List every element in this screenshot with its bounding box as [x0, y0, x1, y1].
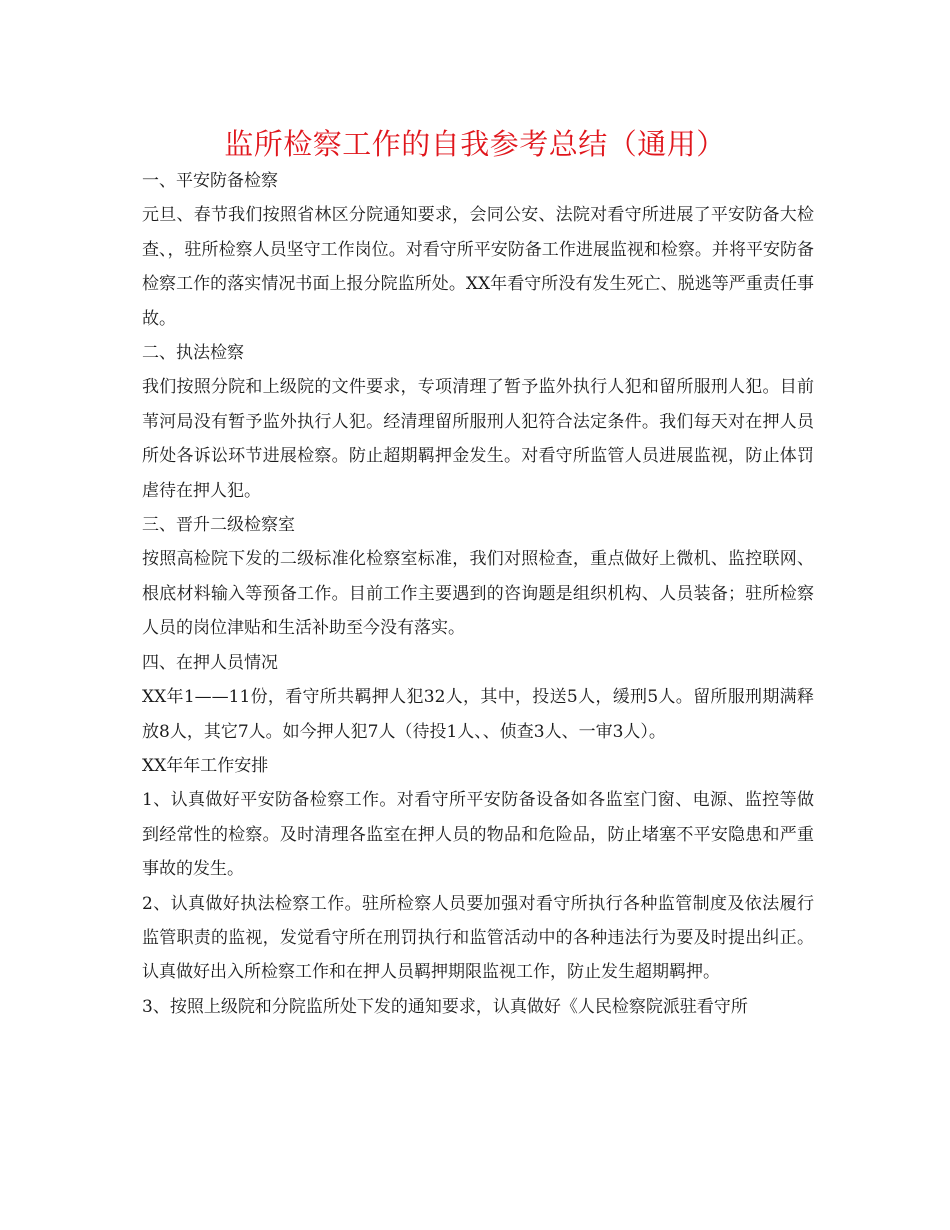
list-item: 3、按照上级院和分院监所处下发的通知要求，认真做好《人民检察院派驻看守所: [142, 996, 748, 1017]
section-heading: 一、平安防备检察: [142, 171, 278, 191]
section-heading: 三、晋升二级检察室: [142, 515, 295, 536]
document-title: 监所检察工作的自我参考总结（通用）: [224, 127, 726, 161]
paragraph: 我们按照分院和上级院的文件要求，专项清理了暂予监外执行人犯和留所服刑人犯。目前苇河局没有暂予监外执行人犯。经清理留所服刑人犯符合法定条件。我们每天对在押人员所处各诉讼环节进展检察。防止超期羁押金发生。对看守所监管人员进展监视，防止体罚虐待在押人犯。: [142, 377, 814, 501]
section-heading: 二、执法检察: [142, 343, 244, 364]
paragraph: 按照高检院下发的二级标准化检察室标准，我们对照检查，重点做好上微机、监控联网、根底材料输入等预备工作。目前工作主要遇到的咨询题是组织机构、人员装备；驻所检察人员的岗位津贴和生活补助至今没有落实。: [142, 549, 814, 639]
list-item: 2、认真做好执法检察工作。驻所检察人员要加强对看守所执行各种监管制度及依法履行监管职责的监视，发觉看守所在刑罚执行和监管活动中的各种违法行为要及时提出纠正。认真做好出入所检察工作和在押人员羁押期限监视工作，防止发生超期羁押。: [142, 893, 814, 983]
section-heading: 四、在押人员情况: [142, 652, 278, 673]
paragraph: 元旦、春节我们按照省林区分院通知要求，会同公安、法院对看守所进展了平安防备大检查、，驻所检察人员坚守工作岗位。对看守所平安防备工作进展监视和检察。并将平安防备检察工作的落实情况书面上报分院监所处。XX年看守所没有发生死亡、脱逃等严重责任事故。: [142, 205, 814, 329]
list-item: 1、认真做好平安防备检察工作。对看守所平安防备设备如各监室门窗、电源、监控等做到经常性的检察。及时清理各监室在押人员的物品和危险品，防止堵塞不平安隐患和严重事故的发生。: [142, 790, 814, 880]
section-heading: XX年年工作安排: [142, 755, 269, 776]
document-body: [142, 164, 814, 1024]
paragraph: XX年1——11份，看守所共羁押人犯32人，其中，投送5人，缓刑5人。留所服刑期满释放8人，其它7人。如今押人犯7人（待投1人、、侦查3人、一审3人）。: [142, 687, 814, 742]
